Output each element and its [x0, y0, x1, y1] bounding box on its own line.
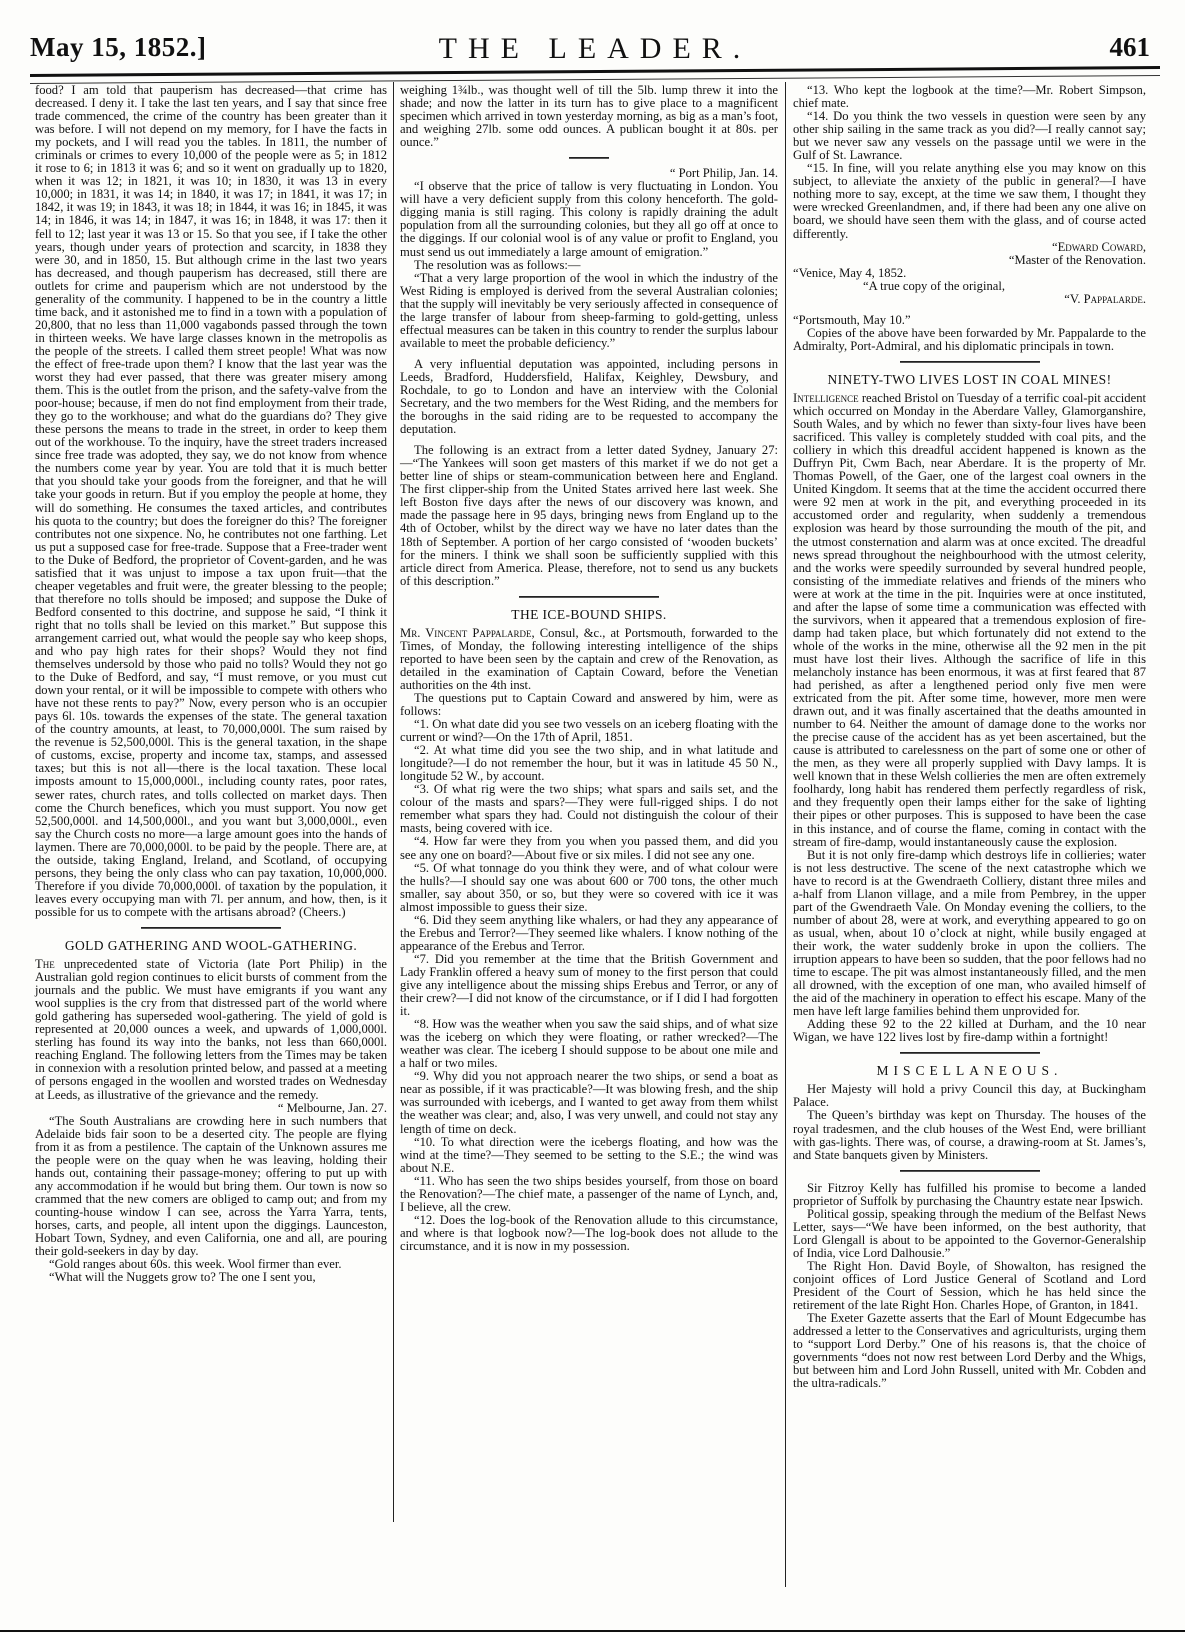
- section-separator: [900, 1052, 1040, 1054]
- port-philip-letter: “I observe that the price of tallow is very fluctuating in London. You will have a very deficient supply from this colony henceforth. The gold-digging mania is still raging. This colony is rapidly draining the adult population from all the surrounding colonies, but they all go off at once to the diggings. If our colonial wool is of any value or profit to England, you must send us out immediately a large amount of emigration.”: [400, 179, 778, 259]
- lead-name: Mr. Vincent Pappalarde,: [400, 625, 535, 640]
- misc-para: Sir Fitzroy Kelly has fulfilled his promise to become a landed proprietor of Suffolk by purchasing the Chauntry estate near Ipswich.: [793, 1180, 1146, 1208]
- question-item: “7. Did you remember at the time that the British Government and Lady Franklin offered a heavy sum of money to the first person that could give any intelligence about the missing ships Erebus and Terror, or any of their crew?—I did not know of the circumstance, or if I did I had forgotten it.: [400, 951, 778, 1019]
- question-item: “8. How was the weather when you saw the said ships, and of what size was the iceberg on which they were floating, or rather wrecked?—The weather was clear. The iceberg I should suppose to be about one mile and a half or two miles.: [400, 1017, 778, 1071]
- letter-continuation: weighing 1¾lb., was thought well of till the 5lb. lump threw it into the shade; and now the latter in its turn has to give place to a magnificent specimen which arrived in town yesterday morning, as big as a man’s foot, and weighing 27lb. some odd ounces. A publican bought it at 80s. per ounce.”: [400, 83, 778, 150]
- misc-para: The Right Hon. David Boyle, of Showalton, has resigned the conjoint offices of Lord Justice General of Scotland and Lord President of the Court of Session, which he has held since the retirement of the late Right Hon. Charles Hope, of Granton, in 1841.: [793, 1258, 1146, 1313]
- lead-word: Intelligence: [793, 390, 859, 405]
- article-heading-ice: THE ICE-BOUND SHIPS.: [511, 606, 667, 622]
- signature-name: “Edward Coward,: [1052, 239, 1146, 254]
- sydney-letter: The following is an extract from a letter dated Sydney, January 27:—“The Yankees will soon get masters of this market if we do not get a better line of ships or steam-communication between here and England. The first clipper-ship from the United States arrived here last week. She left Boston five days after the news of our discovery was known, and made the passage here in 95 days, bringing news from England up to the 4th of October, whilst by the direct way we have no later dates than the 18th of September. A portion of her cargo consisted of ‘wooden buckets’ for the miners. I think we shall soon be sufficiently supplied with this article direct from America. Please, therefore, not to send us any buckets of this description.”: [400, 443, 778, 588]
- section-separator: [519, 596, 659, 598]
- lead-word: The: [35, 957, 55, 972]
- venice-dateline: “Venice, May 4, 1852.: [793, 265, 907, 280]
- section-separator: [900, 1170, 1040, 1172]
- gold-intro: [35, 958, 387, 1102]
- portsmouth-dateline: “Portsmouth, May 10.”: [793, 312, 911, 327]
- misc-para: The Queen’s birthday was kept on Thursday. The houses of the royal tradesmen, and the club houses of the West End, were brilliant with gas-lights. There was, of course, a drawing-room at St. James’s, and State banquets given by Ministers.: [793, 1108, 1146, 1162]
- question-item: “1. On what date did you see two vessels on an iceberg floating with the current or wind?—On the 17th of April, 1851.: [400, 717, 778, 745]
- column-divider: [785, 82, 786, 1587]
- article-heading-misc: MISCELLANEOUS.: [876, 1063, 1063, 1079]
- deputation-paragraph: A very influential deputation was appointed, including persons in Leeds, Bradford, Huddersfield, Halifax, Keighley, Dewsbury, and Rochdale, to go to London and have an interview with the Colonial Secretary, and the two members for the West Riding, and the members for the boroughs in the said riding are to be requested to accompany the deputation.: [400, 356, 778, 437]
- signature-title: “Master of the Renovation.: [1008, 252, 1146, 267]
- copies-note: Copies of the above have been forwarded by Mr. Pappalarde to the Admiralty, Port-Admiral, and his diplomatic principals in town.: [793, 325, 1146, 353]
- questions-intro: The questions put to Captain Coward and answered by him, were as follows:: [400, 690, 778, 719]
- page-number: 461: [1109, 32, 1150, 62]
- question-item: “4. How far were they from you when you passed them, and did you see any one on board?—About five or six miles. I did not see any one.: [400, 834, 778, 862]
- column-2: [400, 84, 778, 1253]
- question-item: “11. Who has seen the two ships besides yourself, from those on board the Renovation?—The chief mate, a passenger of the name of Lynch, and, I believe, all the crew.: [400, 1173, 778, 1214]
- ice-intro: [400, 627, 778, 692]
- masthead-rule: [30, 66, 1160, 84]
- gold-intro-text: unprecedented state of Victoria (late Port Philip) in the Australian gold region continues to elicit bursts of comment from the journals and the public. We must have emigrants if you want any wool supplies is the cry from that distressed part of the world where gold gathering has superseded wool-gathering. The yield of gold is represented at 20,000 ounces a week, and upwards of 1,000,000l. sterling has found its way into the banks, not less than 660,000l. reaching England. The following letters from the Times may be taken in connexion with a resolution printed below, and passed at a meeting of persons engaged in the woollen and worsted trades on Wednesday at Leeds, as illustrative of the grievance and the remedy.: [35, 957, 387, 1102]
- question-item: “13. Who kept the logbook at the time?—Mr. Robert Simpson, chief mate.: [793, 83, 1146, 111]
- column-3: [793, 84, 1146, 1390]
- true-copy-line: “A true copy of the original,: [863, 278, 1005, 293]
- misc-para: Political gossip, speaking through the medium of the Belfast News Letter, says—“We have been informed, on the best authority, that Lord Glengall is about to be appointed to the Governor-Generalship of India, vice Lord Dalhousie.”: [793, 1206, 1146, 1260]
- resolution-intro: The resolution was as follows:—: [414, 257, 581, 272]
- melbourne-letter-para: “Gold ranges about 60s. this week. Wool firmer than ever.: [49, 1257, 342, 1272]
- column-divider: [393, 82, 394, 1522]
- question-item: “10. To what direction were the icebergs floating, and how was the wind at the time?—They seemed to be setting to the S.E.; the wind was about N.E.: [400, 1134, 778, 1175]
- newspaper-title: THE LEADER.: [438, 32, 752, 65]
- question-item: “12. Does the log-book of the Renovation allude to this circumstance, and where is that logbook now?—The log-book does not allude to the circumstance, and it is now in my possession.: [400, 1212, 778, 1253]
- coal-para: But it is not only fire-damp which destroys life in collieries; water is not less destructive. The scene of the next catastrophe which we have to record is at the Gwendraeth Colliery, distant three miles and a-half from Llanon village, and a mile from Pembrey, in the upper part of the Gwendraeth Vale. On Monday evening the colliers, to the number of about 28, were at work, and everything appeared to go on as usual, when, about 10 o’clock at night, while busily engaged at their work, the water suddenly broke in upon the colliers. The irruption appears to have been so sudden, that the poor fellows had no time to escape. The pit was almost instantaneously filled, and the men all drowned, with the exception of one man, who availed himself of the aid of the machinery in operation to effect his escape. Many of the men have left large families behind them unprovided for.: [793, 847, 1146, 1019]
- article-heading-coal: NINETY-TWO LIVES LOST IN COAL MINES!: [827, 371, 1112, 387]
- issue-date: May 15, 1852.]: [30, 32, 207, 62]
- ice-intro-text: Consul, &c., at Portsmouth, forwarded to the Times, of Monday, the following interesting intelligence of the ships reported to have been seen by the captain and crew of the Renovation, as detailed in the examination of Captain Coward, before the Venetian authorities on the 4th inst.: [400, 625, 778, 692]
- melbourne-letter-para: “The South Australians are crowding here in such numbers that Adelaide bids fair soon to be a deserted city. The people are flying from it as from a pestilence. The captain of the Unknown assures me the people were on the quay when he was leaving, holding their hands out, containing their passage-money; offering to put up with any accommodation if he would but bring them. Our town is now so crammed that the new comers are obliged to camp out; and from my counting-house window I can see, across the Yarra Yarra, tents, horses, carts, and people, all intent upon the diggings. Launceston, Hobart Town, Sydney, and even California, one and all, are pouring their gold-seekers in day by day.: [35, 1113, 387, 1259]
- article-heading-gold: GOLD GATHERING AND WOOL-GATHERING.: [64, 938, 358, 953]
- resolution-text: “That a very large proportion of the wool in which the industry of the West Riding is employed is derived from the several Australian colonies; that the supply will inevitably be very seriously affected in consequence of the large transfer of labour from sheep-farming to gold-getting, unless effectual measures can be taken in this country to render the surplus labour available to meet the probable deficiency.”: [400, 270, 778, 350]
- misc-para: Her Majesty will hold a privy Council this day, at Buckingham Palace.: [793, 1082, 1146, 1110]
- pappalarde-signature: “V. Pappalarde.: [1064, 291, 1146, 306]
- port-philip-dateline: “ Port Philip, Jan. 14.: [669, 166, 778, 181]
- section-separator: [900, 361, 1040, 363]
- question-item: “14. Do you think the two vessels in question were seen by any other ship sailing in the same track as you did?—I really cannot say; but we never saw any vessels on the passage until we were in the Gulf of St. Lawrance.: [793, 109, 1146, 163]
- masthead: [30, 26, 1160, 66]
- coal-para: [793, 392, 1146, 849]
- melbourne-dateline: “ Melbourne, Jan. 27.: [277, 1100, 387, 1115]
- speech-continuation: food? I am told that pauperism has decreased—that crime has decreased. I deny it. I take the last ten years, and I say that since free trade commenced, the crime of the country has been greater than it was before. I will not depend on my memory, for I have the facts in my pockets, and I will read you the tables. In 1811, the number of criminals or crimes to every 10,000 of the people were as 5; in 1812 it rose to 6; in 1813 it was 6; and so it went on gradually up to 1820, when it was 12; in 1821, it was 10; in 1830, it was 13 in every 10,000; in 1831, it was 14; in 1840, it was 17; in 1841, it was 17; in 1842, it was 19; in 1843, it was 18; in 1844, it was 16; in 1845, it was 14; in 1846, it was 14; in 1847, it was 16; in 1848, it was 17: then it fell to 12; last year it was 13 or 15. So that you see, if I take the other years, though under years of protection and scarcity, in 1838 they were 30, and in 1850, 15. But although crime in the last two years has decreased, and though pauperism has decreased, still there are outlets for crime and pauperism which are not understood by the generality of the community. I happened to be in the country a little time back, and it astonished me to find in a town with a population of 20,800, that no less than 11,000 vagabonds passed through the town in thirteen weeks. We have large classes known in the metropolis as the people of the streets. I called them street people! What was now the effect of free-trade upon them? I know that the last year was the worst they had ever passed, that there was greater misery among them. This is the outlet from the prison, and the safety-valve from the poor-house; because, if men do not find employment from their trade, they go to the workhouse; and what do the guardians do? They give these persons the means to trade in the street, in order to keep them out of the workhouse. To the inquiry, have the street traders increased since free trade was adopted, they say, we do not know from whence the numbers come year by year. You are told that it is much better that you should take your goods from the foreigner, and that he will take your goods in return. But if you employ the people at home, they will do something. He consumes the taxed articles, and contributes his quota to the country; but does the foreigner do this? The foreigner contributes not one sixpence. No, he contributes not one farthing. Let us put a supposed case for free-trade. Suppose that a Free-trader went to the Duke of Bedford, the proprietor of Covent-garden, and he was satisfied that it was unjust to impose a tax upon fruit—that the cheaper vegetables and fruit were, the greater blessing to the people; that therefore no tolls should be imposed; and suppose the Duke of Bedford consented to this doctrine, and suppose he said, “I think it right that no tolls shall be levied on this market.” But suppose this arrangement carried out, what would the people say who keep shops, and who pay high rates for their shops? Would they not find themselves undersold by those who paid no tolls? Would they not go to the Duke of Bedford, and say, “I must remove, or you must cut down your rental, or it will be impossible to compete with others who have not these rents to pay?” Now, every person who is an occupier pays 6l. 10s. towards the expenses of the state. The general taxation of the country amounts, at least, to 70,000,000l. The sum raised by the revenue is 52,500,000l. This is the general taxation, in the shape of customs, excise, property and income tax, stamps, and assessed taxes; but this is not all—there is the local taxation. These local imposts amount to 15,000,000l., including county rates, poor rates, sewer rates, church rates, and tolls collected on market days. Then come the Church benefices, which you must support. You now get 52,500,000l. and 14,500,000l., and you want but 3,000,000l., even say the Church costs no more—a large amount goes into the hands of laymen. There are 70,000,000l. to be paid by the people. There are, at the outside, taking England, Ireland, and Scotland, of occupying persons, they being the only class who can pay taxation, 10,000,000. Therefore if you divide 70,000,000l. of taxation by the population, it leaves every occupying man with 7l. per annum, and how, then, is it possible for us to compete with the artisans abroad? (Cheers.): [35, 83, 387, 919]
- page-bottom-edge: [0, 1630, 1185, 1632]
- question-item: “6. Did they seem anything like whalers, or had they any appearance of the Erebus and Terror?—They seemed like whalers. I know nothing of the appearance of the Erebus and Terror.: [400, 912, 778, 953]
- column-1: [35, 84, 387, 1284]
- coal-para-text: reached Bristol on Tuesday of a terrific coal-pit accident which occurred on Monday in the Aberdare Valley, Glamorganshire, South Wales, and by which no fewer than sixty-four lives have been sacrificed. This valley is completely studded with coal pits, and the colliery in which this dreadful accident happened is known as the Duffryn Pit, Cwm Bach, near Aberdare. It is the property of Mr. Thomas Powell, of the Gaer, one of the largest coal owners in the United Kingdom. It seems that at the time the accident occurred there were 92 men at work in the pit, and everything proceeded in its accustomed order and regularity, when suddenly a tremendous explosion was heard by those surrounding the mouth of the pit, and the utmost consternation and alarm was at once excited. The dreadful news spread throughout the neighbourhood with the utmost celerity, and the works were speedily surrounded by several hundred people, consisting of the immediate relatives and friends of the miners who were at work at the time in the pit. Inquiries were at once instituted, and after the lapse of some time a communication was effected with the survivors, when it appeared that a tremendous explosion of fire-damp had taken place, but which fortunately did not extend to the whole of the works in the mine, otherwise all the 92 men in the pit must have lost their lives. Although the sacrifice of life in this melancholy instance has been enormous, it was at first feared that 87 had perished, as after a lengthened period only five men were extricated from the pit. After some time, however, more men were drawn out, and it was finally ascertained that the deaths amounted in number to 64. Neither the amount of damage done to the works nor the precise cause of the accident has as yet been ascertained, but the cause is attributed to carelessness on the part of some one or other of the men, as they were all properly supplied with Davy lamps. It is well known that in these Welsh collieries the men are often extremely foolhardy, long habit has rendered them perfectly regardless of risk, and they frequently open their lamps either for the sake of lighting their pipes or other purposes. This is supposed to have been the case in this instance, and of course the flame, coming in contact with the stream of fire-damp, would instantaneously cause the explosion.: [793, 390, 1146, 849]
- misc-para: The Exeter Gazette asserts that the Earl of Mount Edgecumbe has addressed a letter to the Conservatives and agriculturists, urging them to “support Lord Derby.” One of his reasons is, that the choice of governments “does not now rest between Lord Derby and the Whigs, but between him and Lord John Russell, united with Mr. Cobden and the ultra-radicals.”: [793, 1311, 1146, 1391]
- short-separator: [569, 157, 609, 159]
- melbourne-letter-para: “What will the Nuggets grow to? The one I sent you,: [49, 1270, 316, 1285]
- question-item: “5. Of what tonnage do you think they were, and of what colour were the hulls?—I should say one was about 600 or 700 tons, the other much smaller, say about 350, or so, but they were so covered with ice it was almost impossible to guess their size.: [400, 860, 778, 914]
- section-separator: [141, 927, 281, 929]
- coal-para: Adding these 92 to the 22 killed at Durham, and the 10 near Wigan, we have 122 lives lost by fire-damp within a fortnight!: [793, 1017, 1146, 1045]
- question-item: “3. Of what rig were the two ships; what spars and sails set, and the colour of the masts and spars?—They were full-rigged ships. I do not remember what spars they had. Could not distinguish the colour of their masts, being covered with ice.: [400, 782, 778, 836]
- question-item: “2. At what time did you see the two ship, and in what latitude and longitude?—I do not remember the hour, but it was in latitude 45 50 N., longitude 52 W., by account.: [400, 743, 778, 784]
- question-item: “9. Why did you not approach nearer the two ships, or send a boat as near as possible, if it was practicable?—It was blowing fresh, and the ship was surrounded with icebergs, and I wanted to get away from them whilst the weather was clear; and, also, I was very unwell, and could not stay any length of time on deck.: [400, 1069, 778, 1136]
- question-item: “15. In fine, will you relate anything else you may know on this subject, to alleviate the anxiety of the public in general?—I have nothing more to say, except, at the time we saw them, I thought they were wrecked Greenlandmen, and, if there had been any one alive on board, we should have seen them with the glass, and of course acted differently.: [793, 161, 1146, 241]
